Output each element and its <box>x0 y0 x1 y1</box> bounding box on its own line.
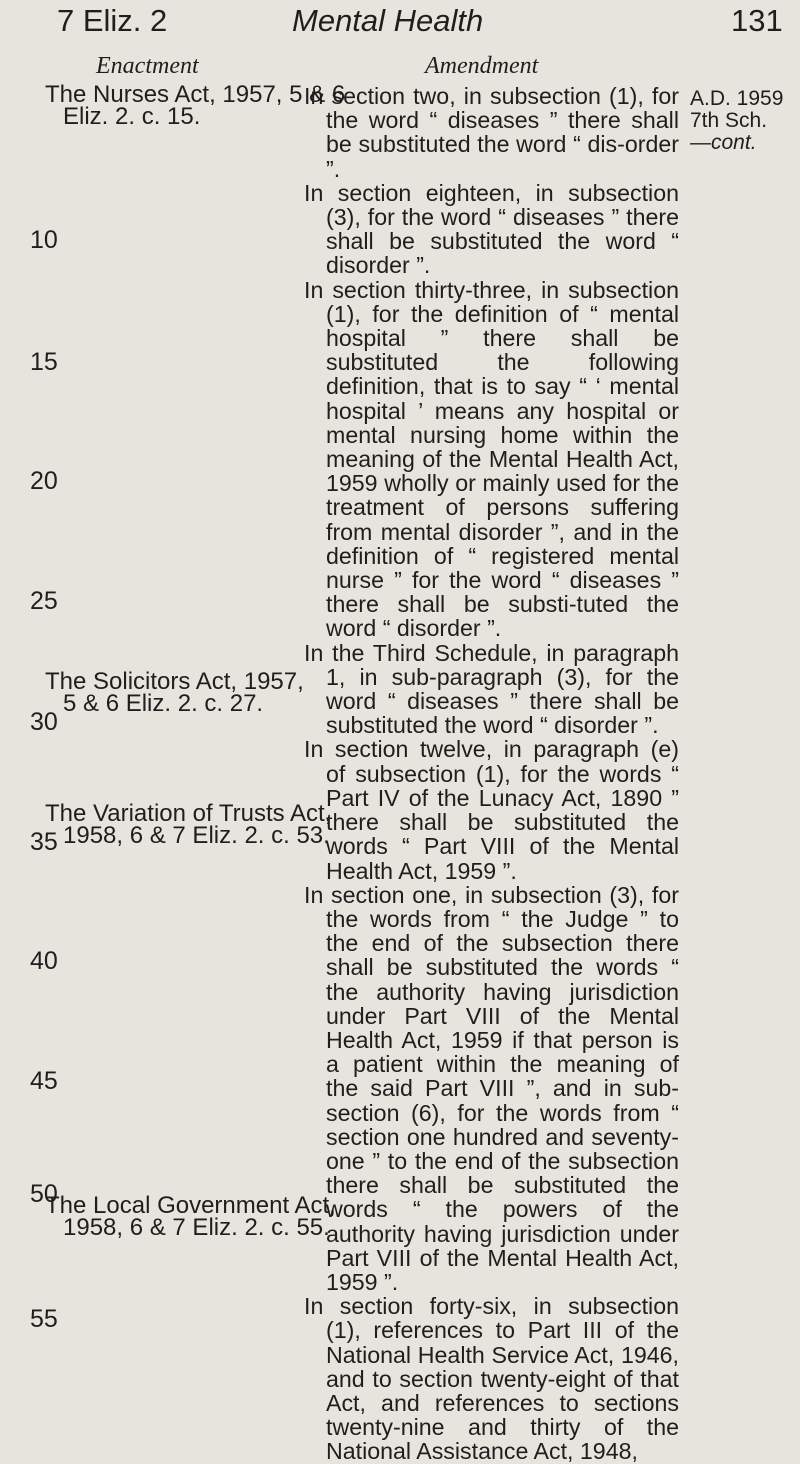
line-number: 40 <box>30 947 58 975</box>
amendment-paragraph: In section thirty-three, in subsection (1), for the definition of “ mental hospital ” there shall be substituted the following definition, that is to say “ ‘ mental hospital ’ means any hospital or mental nursing home within the meaning of the Mental Health Act, 1959 wholly or mainly used for the treatment of persons suffering from mental disorder ”, and in the definition of “ registered mental nurse ” for the word “ diseases ” there shall be substi-tuted the word “ disorder ”. <box>304 276 679 642</box>
line-number: 50 <box>30 1180 58 1208</box>
running-head-left: 7 Eliz. 2 <box>57 3 168 38</box>
enactment-citation: 5 & 6 Eliz. 2. c. 27. <box>63 690 264 717</box>
side-note-continued: —cont. <box>690 131 757 154</box>
amendment-paragraph: In section eighteen, in subsection (3), for the word “ diseases ” there shall be substituted the word “ disorder ”. <box>304 179 679 279</box>
enactment-title: The Nurses Act, 1957, 5 & 6 <box>45 81 346 108</box>
side-note <box>690 88 783 154</box>
enactment-citation: Eliz. 2. c. 15. <box>63 103 201 130</box>
line-number: 10 <box>30 226 58 254</box>
enactment-citation: 1958, 6 & 7 Eliz. 2. c. 53. <box>63 822 330 849</box>
amendment-paragraph: In section two, in subsection (1), for the word “ diseases ” there shall be substituted the word “ dis-order ”. <box>304 83 679 182</box>
amendment-paragraph: In section one, in subsection (3), for the words from “ the Judge ” to the end of the subsection there shall be substituted the words “ the authority having jurisdiction under Part VIII of the Mental Health Act, 1959 if that person is a patient within the meaning of the said Part VIII ”, and in sub-section (6), for the words from “ section one hundred and seventy-one ” to the end of the subsection there shall be substituted the words “ the powers of the authority having jurisdiction under Part VIII of the Mental Health Act, 1959 ”. <box>304 881 679 1295</box>
enactment-title: The Local Government Act, <box>45 1192 336 1219</box>
line-number: 15 <box>30 348 58 376</box>
amendment-paragraph: In the Third Schedule, in paragraph 1, in sub-paragraph (3), for the word “ diseases ” there shall be substituted the word “ disorder ”. <box>304 639 679 739</box>
enactment-citation: 1958, 6 & 7 Eliz. 2. c. 55. <box>63 1214 330 1241</box>
line-number: 35 <box>30 828 58 856</box>
line-number: 25 <box>30 587 58 615</box>
page-number: 131 <box>731 3 783 38</box>
amendment-column-heading: Amendment <box>425 53 539 79</box>
enactment-title: The Solicitors Act, 1957, <box>45 668 304 695</box>
running-head-title: Mental Health <box>292 3 484 38</box>
enactment-title: The Variation of Trusts Act, <box>45 800 332 827</box>
amendment-paragraph: In section forty-six, in subsection (1), references to Part III of the National Health Service Act, 1946, and to section twenty-eight of that Act, and references to sections twenty-nine and thirty of the National Assistance Act, 1948, <box>304 1293 679 1464</box>
line-number: 30 <box>30 708 58 736</box>
amendment-paragraph: In section twelve, in paragraph (e) of subsection (1), for the words “ Part IV of the Lunacy Act, 1890 ” there shall be substituted the words “ Part VIII of the Mental Health Act, 1959 ”. <box>304 736 679 884</box>
side-note-schedule: 7th Sch. <box>690 109 768 132</box>
line-number: 45 <box>30 1067 58 1095</box>
side-note-year: A.D. 1959 <box>690 87 784 110</box>
enactment-column-heading: Enactment <box>96 53 199 79</box>
amendment-text <box>304 84 679 1464</box>
line-number: 55 <box>30 1305 58 1333</box>
line-number: 20 <box>30 467 58 495</box>
